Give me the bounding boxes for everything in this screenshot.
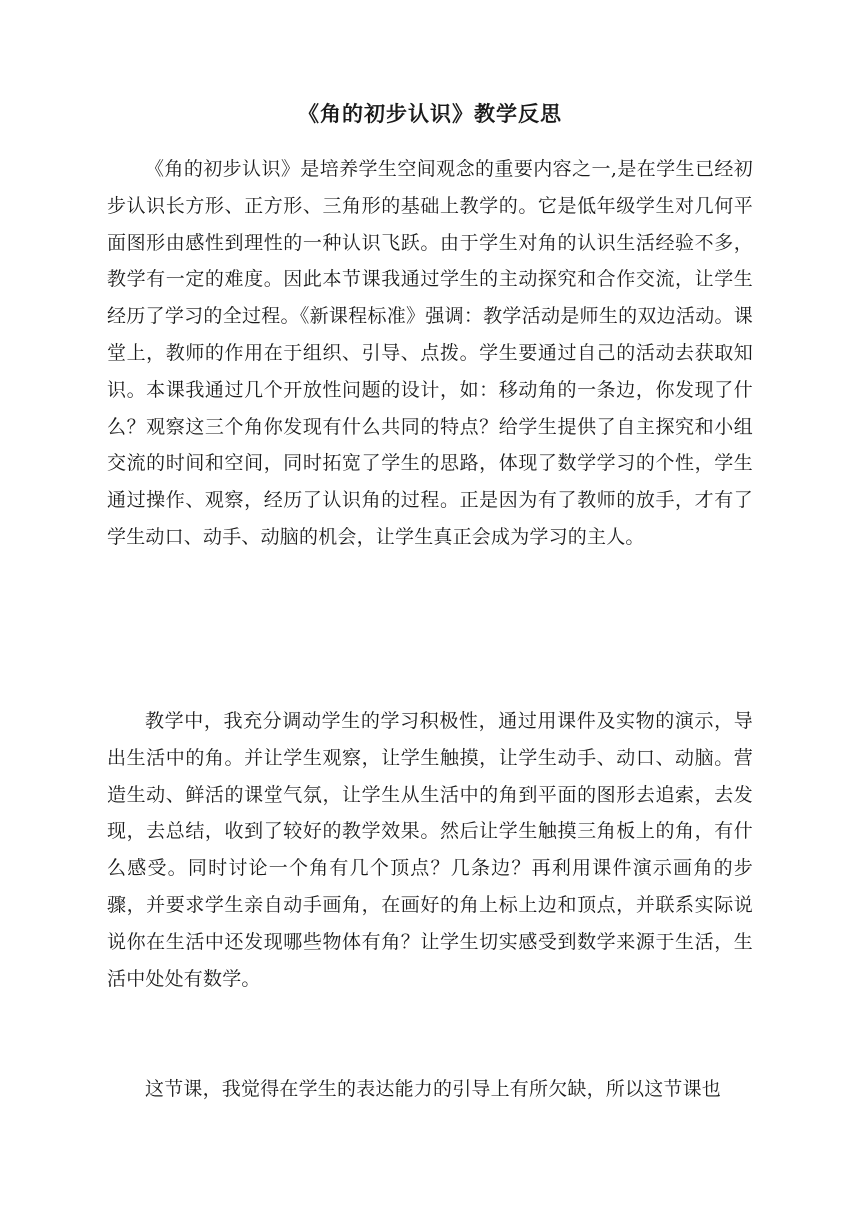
- paragraph-1: 《角的初步认识》是培养学生空间观念的重要内容之一,是在学生已经初步认识长方形、正方形、三角形的基础上教学的。它是低年级学生对几何平面图形由感性到理性的一种认识飞跃。由于学生对角的认识生活经验不多，教学有一定的难度。因此本节课我通过学生的主动探究和合作交流，让学生经历了学习的全过程。《新课程标准》强调：教学活动是师生的双边活动。课堂上，教师的作用在于组织、引导、点拨。学生要通过自己的活动去获取知识。本课我通过几个开放性问题的设计，如：移动角的一条边，你发现了什么？观察这三个角你发现有什么共同的特点？给学生提供了自主探究和小组交流的时间和空间，同时拓宽了学生的思路，体现了数学学习的个性，学生通过操作、观察，经历了认识角的过程。正是因为有了教师的放手，才有了学生动口、动手、动脑的机会，让学生真正会成为学习的主人。: [107, 158, 753, 548]
- document-title: 《角的初步认识》教学反思: [298, 101, 562, 126]
- paragraph-2: 教学中，我充分调动学生的学习积极性，通过用课件及实物的演示，导出生活中的角。并让学生观察，让学生触摸，让学生动手、动口、动脑。营造生动、鲜活的课堂气氛，让学生从生活中的角到平面的图形去追索，去发现，去总结，收到了较好的教学效果。然后让学生触摸三角板上的角，有什么感受。同时讨论一个角有几个顶点？几条边？再利用课件演示画角的步骤，并要求学生亲自动手画角，在画好的角上标上边和顶点，并联系实际说说你在生活中还发现哪些物体有角？让学生切实感受到数学来源于生活，生活中处处有数学。: [107, 710, 753, 990]
- paragraph-3: 这节课，我觉得在学生的表达能力的引导上有所欠缺，所以这节课也: [145, 1078, 722, 1100]
